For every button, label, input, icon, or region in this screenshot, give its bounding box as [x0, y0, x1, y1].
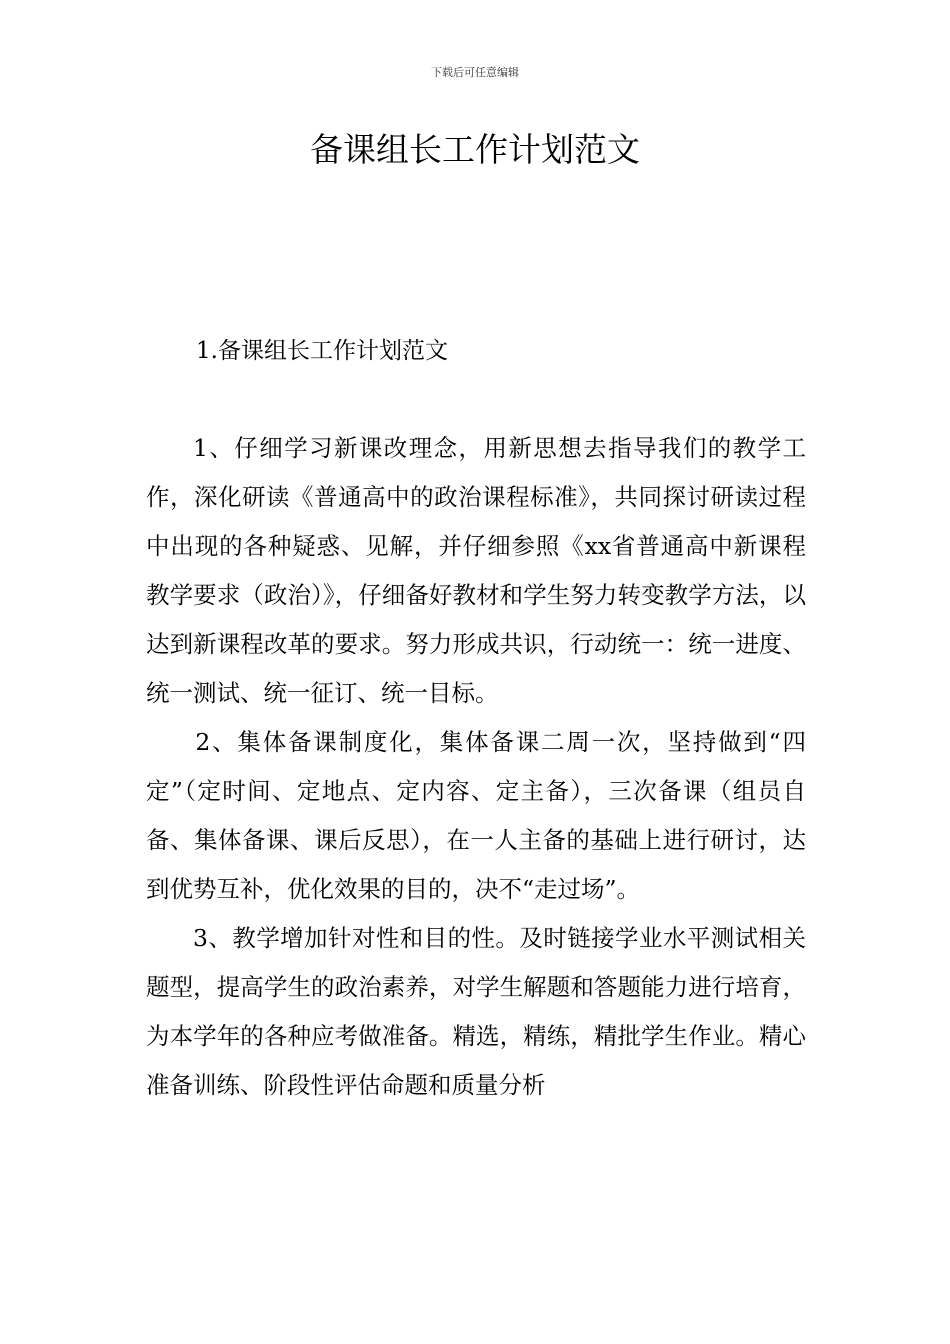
paragraph-3: 3、教学增加针对性和目的性。及时链接学业水平测试相关题型，提高学生的政治素养，对学生解题和答题能力进行培育，为本学年的各种应考做准备。精选，精练，精批学生作业。精心准备训练、阶段性评估命题和质量分析	[146, 924, 806, 1099]
paragraph-1: 1、仔细学习新课改理念，用新思想去指导我们的教学工作，深化研读《普通高中的政治课程标准》，共同探讨研读过程中出现的各种疑惑、见解，并仔细参照《xx省普通高中新课程教学要求（政治）》，仔细备好教材和学生努力转变教学方法，以达到新课程改革的要求。努力形成共识，行动统一：统一进度、统一测试、统一征订、统一目标。	[146, 434, 806, 707]
document-title: 备课组长工作计划范文	[310, 130, 640, 169]
download-note: 下载后可任意编辑	[431, 66, 519, 79]
document-body	[146, 424, 806, 1110]
section-heading: 1.备课组长工作计划范文	[196, 338, 448, 364]
paragraph-2: 2、集体备课制度化，集体备课二周一次，坚持做到“四定”（定时间、定地点、定内容、定主备），三次备课（组员自备、集体备课、课后反思），在一人主备的基础上进行研讨，达到优势互补，优化效果的目的，决不“走过场”。	[146, 728, 806, 903]
